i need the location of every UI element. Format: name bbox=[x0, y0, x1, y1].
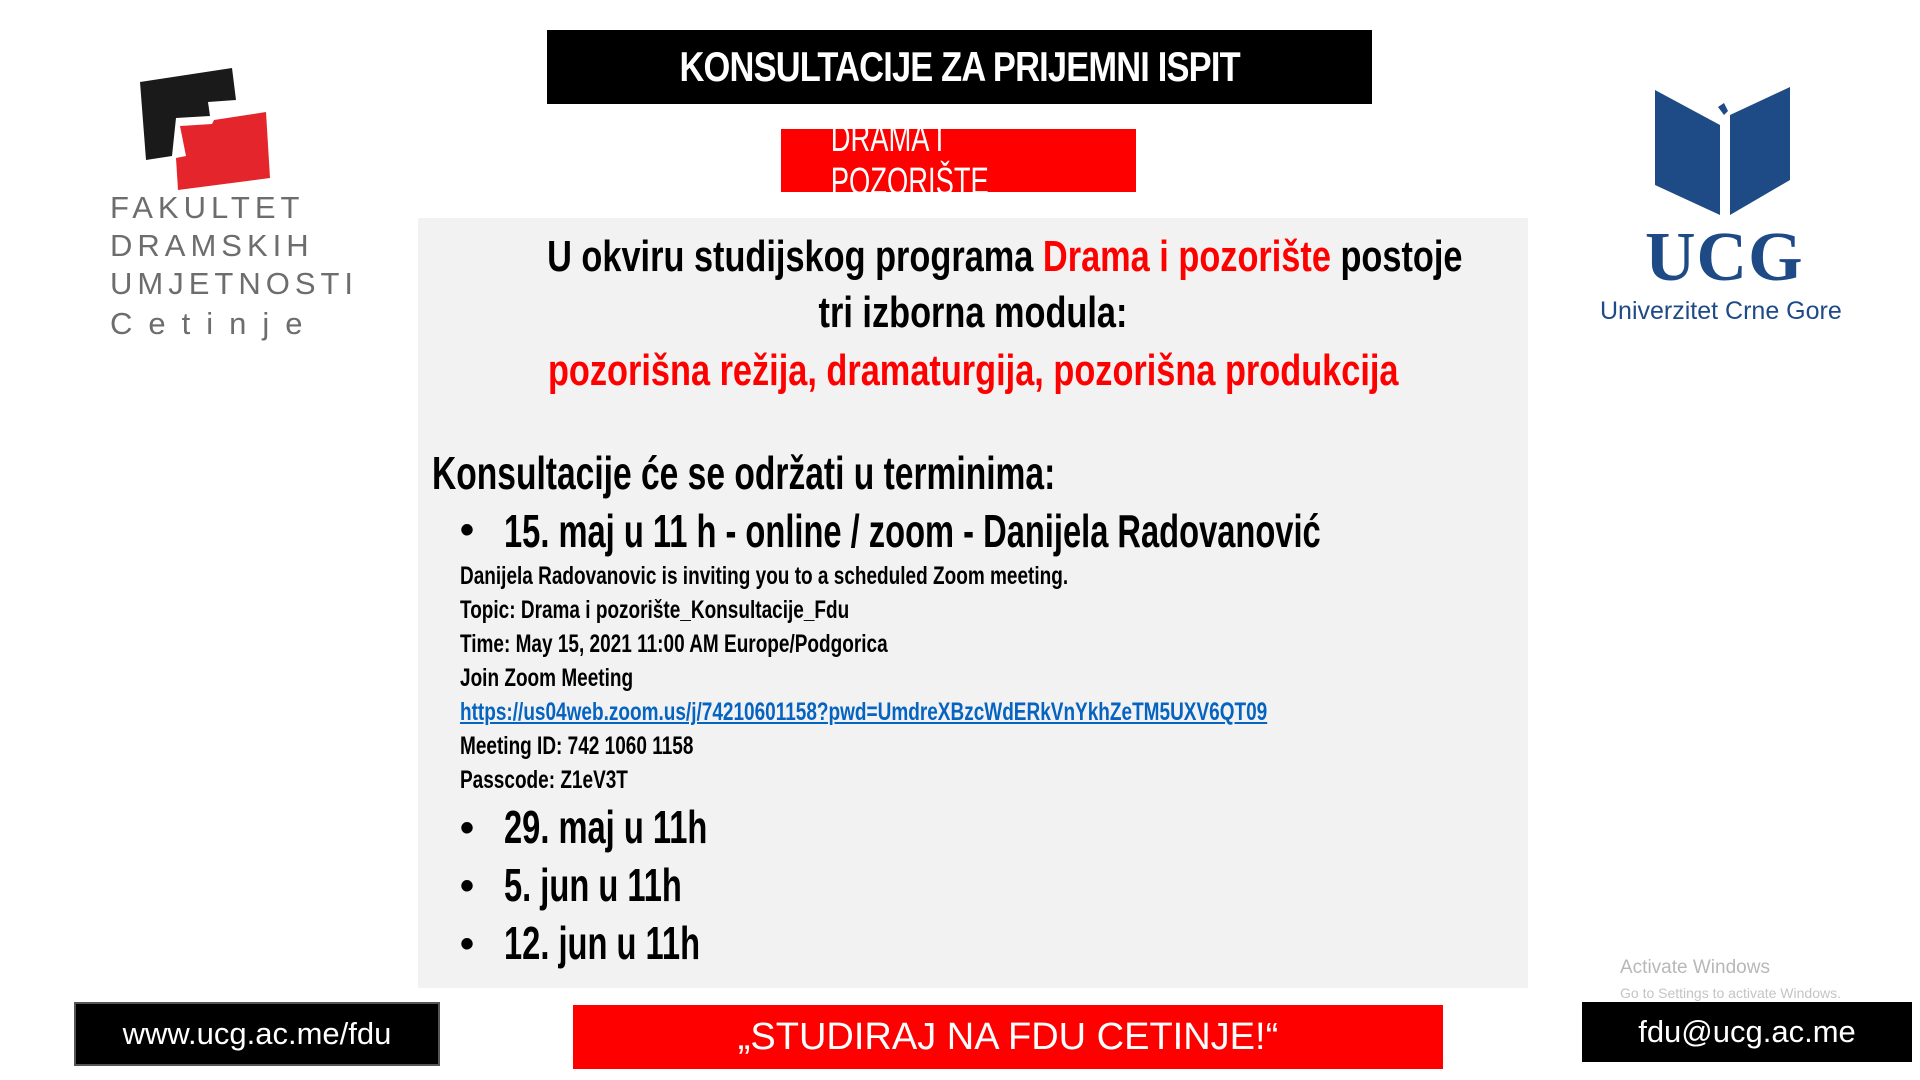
fdu-name-line-2: DRAMSKIH bbox=[110, 228, 314, 263]
activate-windows-subtitle: Go to Settings to activate Windows. bbox=[1620, 985, 1841, 1001]
program-subtitle: DRAMA I POZORIŠTE bbox=[830, 117, 989, 203]
info-panel bbox=[418, 218, 1528, 988]
first-session: 15. maj u 11 h - online / zoom - Danijela Radovanović bbox=[504, 505, 1321, 557]
slogan-text: „STUDIRAJ NA FDU CETINJE!“ bbox=[737, 1015, 1279, 1058]
modules-text: pozorišna režija, dramaturgija, pozorišna produkcija bbox=[547, 346, 1399, 395]
bullet-icon: • bbox=[460, 922, 475, 966]
subtitle-banner bbox=[781, 117, 1136, 203]
activate-windows-title: Activate Windows bbox=[1620, 957, 1770, 978]
fdu-name-line-3: UMJETNOSTI bbox=[110, 266, 359, 301]
fdu-name-line-4: Cetinje bbox=[110, 306, 319, 341]
schedule-heading: Konsultacije će se održati u terminima: bbox=[432, 447, 1056, 499]
session-item: 12. jun u 11h bbox=[504, 917, 701, 969]
website-box[interactable] bbox=[74, 1002, 440, 1066]
zoom-link[interactable]: https://us04web.zoom.us/j/74210601158?pwd=UmdreXBzcWdERkVnYkhZeTM5UXV6QT09 bbox=[460, 698, 1268, 726]
ucg-full-name: Univerzitet Crne Gore bbox=[1600, 297, 1842, 325]
modules-list bbox=[418, 346, 1528, 396]
program-name: Drama i pozorište bbox=[1042, 232, 1331, 281]
zoom-passcode: Passcode: Z1eV3T bbox=[460, 766, 628, 794]
bullet-icon: • bbox=[460, 864, 475, 908]
bullet-icon: • bbox=[460, 508, 475, 552]
session-item: 5. jun u 11h bbox=[504, 859, 682, 911]
session-item: 29. maj u 11h bbox=[504, 801, 708, 853]
modules-count: tri izborna modula: bbox=[818, 288, 1128, 337]
bullet-icon: • bbox=[460, 806, 475, 850]
fdu-name-line-1: FAKULTET bbox=[110, 190, 305, 225]
intro-line-1 bbox=[418, 232, 1528, 282]
slogan-banner bbox=[573, 1005, 1443, 1069]
intro-text-suffix: postoje bbox=[1330, 232, 1463, 281]
zoom-topic: Topic: Drama i pozorište_Konsultacije_Fdu bbox=[460, 596, 850, 624]
zoom-time: Time: May 15, 2021 11:00 AM Europe/Podgorica bbox=[460, 630, 888, 658]
zoom-meeting-id: Meeting ID: 742 1060 1158 bbox=[460, 732, 694, 760]
zoom-invite: Danijela Radovanovic is inviting you to a scheduled Zoom meeting. bbox=[460, 562, 1069, 590]
page-title: KONSULTACIJE ZA PRIJEMNI ISPIT bbox=[679, 43, 1240, 90]
ucg-letters: UCG bbox=[1645, 219, 1804, 296]
email-address[interactable]: fdu@ucg.ac.me bbox=[1638, 1014, 1856, 1049]
website-url[interactable]: www.ucg.ac.me/fdu bbox=[122, 1016, 392, 1051]
zoom-join-label: Join Zoom Meeting bbox=[460, 664, 634, 692]
email-box[interactable] bbox=[1582, 1002, 1912, 1062]
title-banner bbox=[547, 30, 1372, 104]
intro-text: U okviru studijskog programa bbox=[547, 232, 1043, 281]
intro-line-2 bbox=[418, 288, 1528, 338]
